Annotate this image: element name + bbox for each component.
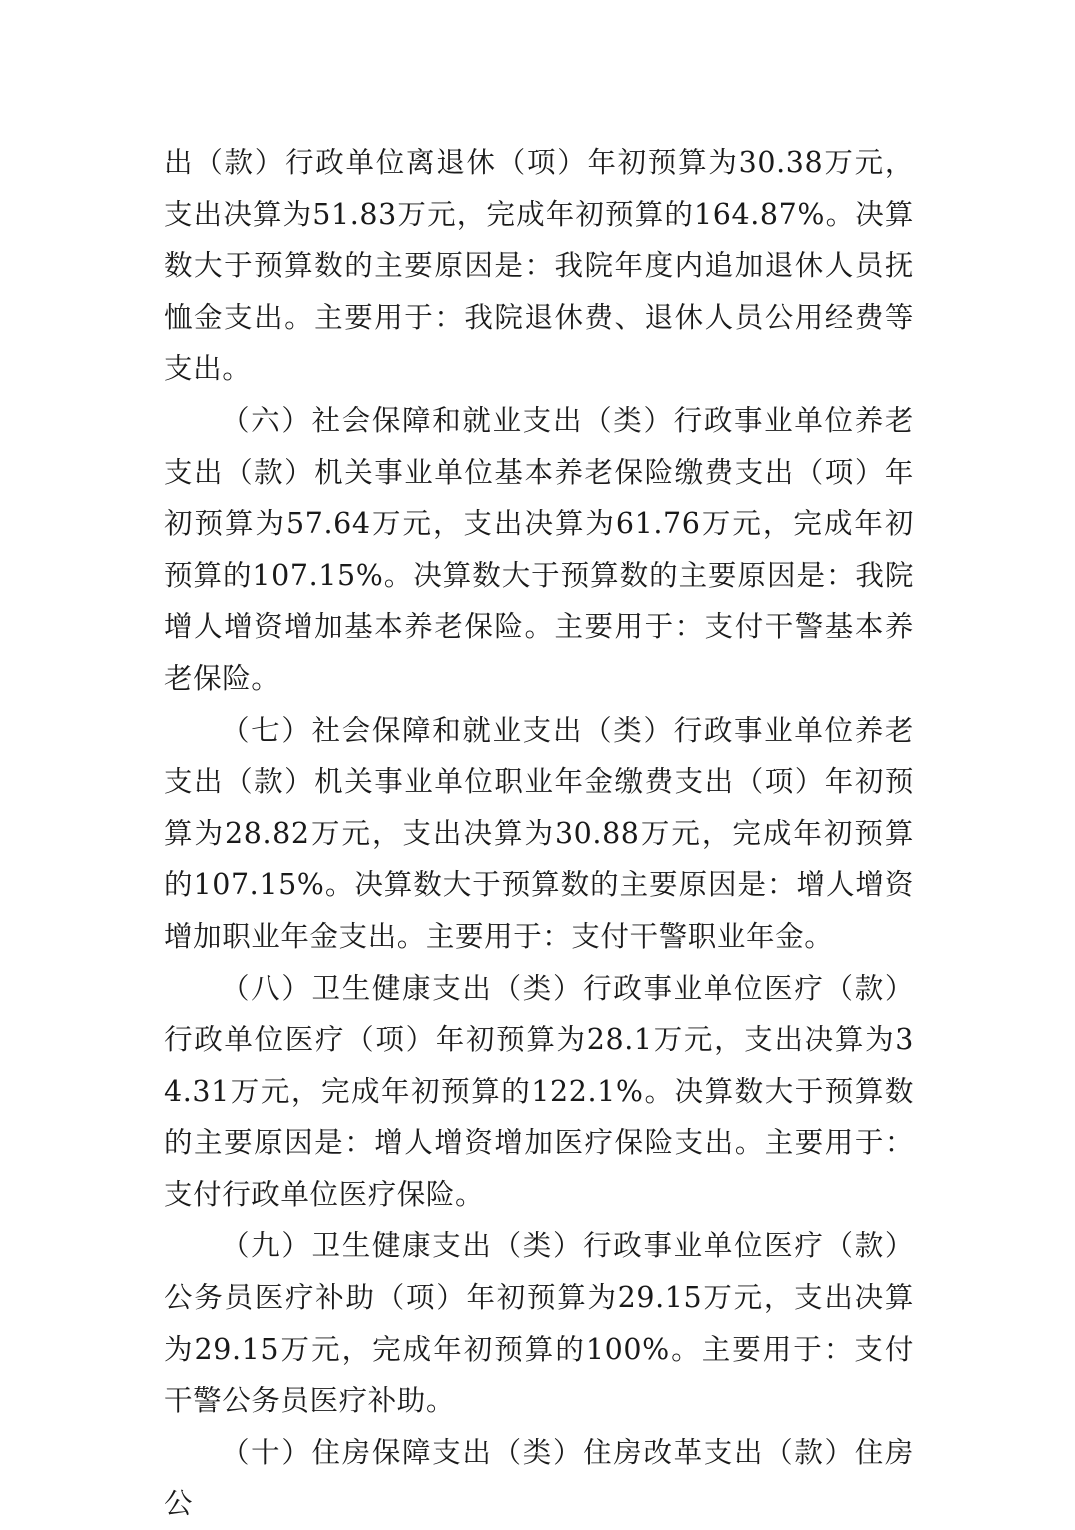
paragraph-9-civil-servant-medical-subsidy: （九）卫生健康支出（类）行政事业单位医疗（款）公务员医疗补助（项）年初预算为29.15万元，支出决算为29.15万元，完成年初预算的100%。主要用于：支付干警公务员医疗补助。 bbox=[164, 1229, 914, 1418]
paragraph-10-housing: （十）住房保障支出（类）住房改革支出（款）住房公 bbox=[164, 1435, 914, 1521]
paragraph-continued-retirement: 出（款）行政单位离退休（项）年初预算为30.38万元，支出决算为51.83万元，完成年初预算的164.87%。决算数大于预算数的主要原因是：我院年度内追加退休人员抚恤金支出。主要用于：我院退休费、退休人员公用经费等支出。 bbox=[164, 146, 914, 386]
paragraph-6-basic-pension: （六）社会保障和就业支出（类）行政事业单位养老支出（款）机关事业单位基本养老保险缴费支出（项）年初预算为57.64万元，支出决算为61.76万元，完成年初预算的107.15%。决算数大于预算数的主要原因是：我院增人增资增加基本养老保险。主要用于：支付干警基本养老保险。 bbox=[164, 403, 914, 695]
paragraph-8-administrative-medical: （八）卫生健康支出（类）行政事业单位医疗（款）行政单位医疗（项）年初预算为28.1万元，支出决算为34.31万元，完成年初预算的122.1%。决算数大于预算数的主要原因是：增人增资增加医疗保险支出。主要用于：支付行政单位医疗保险。 bbox=[164, 971, 914, 1211]
paragraph-7-occupational-annuity: （七）社会保障和就业支出（类）行政事业单位养老支出（款）机关事业单位职业年金缴费支出（项）年初预算为28.82万元，支出决算为30.88万元，完成年初预算的107.15%。决算数大于预算数的主要原因是：增人增资增加职业年金支出。主要用于：支付干警职业年金。 bbox=[164, 713, 914, 953]
document-page bbox=[164, 137, 914, 1530]
